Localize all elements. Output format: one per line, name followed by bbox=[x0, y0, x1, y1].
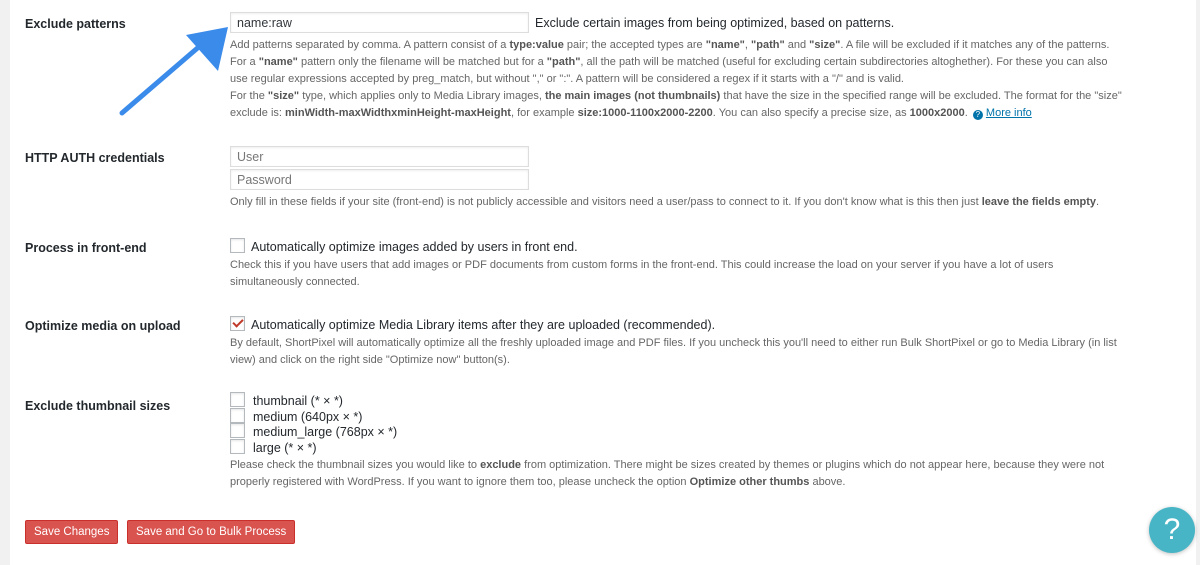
upload-description: By default, ShortPixel will automatically optimize all the freshly uploaded image and PDF files. If you uncheck this you'll need to either run Bulk ShortPixel or go to Media Library (in list view) and click on the right side "Optimize now" button(s). bbox=[230, 337, 1117, 366]
frontend-label: Process in front-end bbox=[25, 241, 147, 255]
thumb-checkbox[interactable] bbox=[230, 423, 245, 438]
http-auth-user-input[interactable] bbox=[230, 146, 529, 167]
upload-label: Optimize media on upload bbox=[25, 319, 181, 333]
arrow-annotation-icon bbox=[110, 25, 230, 120]
frontend-checkbox-label: Automatically optimize images added by users in front end. bbox=[251, 240, 578, 254]
exclude-patterns-input[interactable] bbox=[230, 12, 529, 33]
more-info-link[interactable]: More info bbox=[985, 107, 1032, 119]
thumbs-checkbox-list bbox=[230, 392, 397, 454]
save-changes-button[interactable]: Save Changes bbox=[25, 520, 118, 544]
thumb-option-label: medium_large (768px × *) bbox=[253, 425, 398, 439]
upload-checkbox-label: Automatically optimize Media Library items after they are uploaded (recommended). bbox=[251, 318, 716, 332]
exclude-patterns-hint: Exclude certain images from being optimized, based on patterns. bbox=[535, 16, 895, 30]
thumbs-description: Please check the thumbnail sizes you would like to exclude from optimization. There might be sizes created by themes or plugins which do not appear here, because they were not properly registered with WordPress. If you want to ignore them too, please uncheck the option Optimize other thumbs above. bbox=[230, 459, 1105, 488]
thumb-checkbox[interactable] bbox=[230, 392, 245, 407]
thumb-option-label: medium (640px × *) bbox=[253, 409, 363, 424]
thumb-option-medium[interactable] bbox=[230, 408, 397, 424]
frontend-checkbox[interactable] bbox=[230, 238, 245, 253]
thumbs-label: Exclude thumbnail sizes bbox=[25, 399, 171, 413]
upload-checkbox-row[interactable] bbox=[230, 316, 715, 332]
thumb-option-label: large (* × *) bbox=[253, 440, 317, 455]
exclude-patterns-label: Exclude patterns bbox=[25, 17, 126, 31]
save-and-bulk-button[interactable]: Save and Go to Bulk Process bbox=[127, 520, 295, 544]
thumb-option-thumbnail[interactable] bbox=[230, 392, 397, 408]
http-auth-description: Only fill in these fields if your site (front-end) is not publicly accessible and visitors need a user/pass to connect to it. If you don't know what is this then just leave the fields empty. bbox=[230, 196, 1100, 208]
thumb-checkbox[interactable] bbox=[230, 439, 245, 454]
http-auth-label: HTTP AUTH credentials bbox=[25, 151, 165, 165]
thumb-checkbox[interactable] bbox=[230, 408, 245, 423]
exclude-patterns-description: Add patterns separated by comma. A pattern consist of a type:value pair; the accepted types are "name", "path" and "size". A file will be excluded if it matches any of the patterns. For a "name" pattern only the filename will be matched but for a "path", all the path will be matched (useful for excluding certain subdirectories altoghether). For these you can also use regular expressions accepted by preg_match, but without "," or ":". A pattern will be considered a regex if it starts with a "/" and is valid. For the "size" type, which applies only to Media Library images, the main images (not thumbnails) that have the size in the specified range will be excluded. The format for the "size" exclude is: minWidth-maxWidthxminHeight-maxHeight, for example size:1000-1100x2000-2200. You can also specify a precise size, as 1000x2000. ? More info bbox=[230, 39, 1122, 119]
upload-checkbox[interactable] bbox=[230, 316, 245, 331]
help-icon[interactable]: ? bbox=[1149, 507, 1195, 553]
frontend-checkbox-row[interactable] bbox=[230, 238, 578, 254]
thumb-option-medium-large[interactable] bbox=[230, 423, 397, 439]
thumb-option-large[interactable] bbox=[230, 439, 397, 455]
question-circle-icon: ? bbox=[973, 110, 983, 120]
http-auth-password-input[interactable] bbox=[230, 169, 529, 190]
frontend-description: Check this if you have users that add images or PDF documents from custom forms in the front-end. This could increase the load on your server if you have a lot of users simultaneously connected. bbox=[230, 259, 1054, 288]
thumb-option-label: thumbnail (* × *) bbox=[253, 394, 343, 408]
